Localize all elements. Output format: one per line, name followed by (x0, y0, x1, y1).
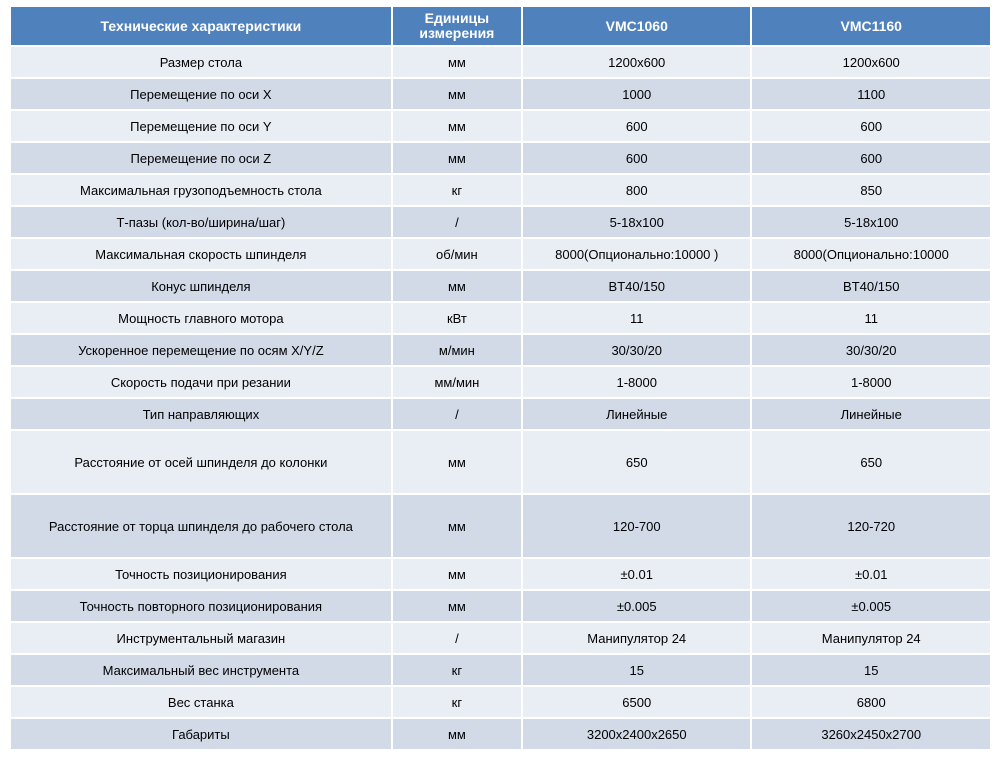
cell-characteristic: Размер стола (11, 47, 391, 77)
cell-characteristic: Инструментальный магазин (11, 623, 391, 653)
table-row (11, 431, 990, 493)
cell-characteristic: Максимальный вес инструмента (11, 655, 391, 685)
cell-model-1: 5-18x100 (523, 207, 750, 237)
cell-model-2: ±0.005 (752, 591, 990, 621)
cell-characteristic: Вес станка (11, 687, 391, 717)
cell-characteristic: Габариты (11, 719, 391, 749)
table-row (11, 623, 990, 653)
cell-model-2: 8000(Опционально:10000 (752, 239, 990, 269)
cell-unit: кг (393, 687, 521, 717)
cell-model-1: 1-8000 (523, 367, 750, 397)
cell-characteristic: Тип направляющих (11, 399, 391, 429)
cell-characteristic: Точность позиционирования (11, 559, 391, 589)
header-model-1: VMC1060 (523, 7, 750, 45)
cell-model-2: BT40/150 (752, 271, 990, 301)
cell-model-1: 3200x2400x2650 (523, 719, 750, 749)
cell-model-2: 6800 (752, 687, 990, 717)
table-row (11, 111, 990, 141)
header-characteristic: Технические характеристики (11, 7, 391, 45)
cell-unit: / (393, 623, 521, 653)
cell-unit: мм/мин (393, 367, 521, 397)
cell-unit: мм (393, 111, 521, 141)
cell-unit: мм (393, 79, 521, 109)
cell-unit: об/мин (393, 239, 521, 269)
cell-characteristic: Мощность главного мотора (11, 303, 391, 333)
cell-model-1: 650 (523, 431, 750, 493)
cell-unit: мм (393, 559, 521, 589)
table-row (11, 79, 990, 109)
header-unit-line2: измерения (419, 25, 495, 41)
cell-unit: / (393, 399, 521, 429)
cell-unit: мм (393, 431, 521, 493)
cell-model-1: 8000(Опционально:10000 ) (523, 239, 750, 269)
table-row (11, 495, 990, 557)
cell-unit: м/мин (393, 335, 521, 365)
cell-unit: кВт (393, 303, 521, 333)
cell-model-2: ±0.01 (752, 559, 990, 589)
table-row (11, 559, 990, 589)
table-row (11, 687, 990, 717)
table-header-row (11, 7, 990, 45)
table-row (11, 367, 990, 397)
table-row (11, 207, 990, 237)
cell-unit: мм (393, 495, 521, 557)
table-row (11, 655, 990, 685)
cell-characteristic: Расстояние от торца шпинделя до рабочего стола (11, 495, 391, 557)
cell-characteristic: Максимальная грузоподъемность стола (11, 175, 391, 205)
cell-model-2: 1100 (752, 79, 990, 109)
cell-model-2: 120-720 (752, 495, 990, 557)
cell-model-2: 11 (752, 303, 990, 333)
cell-model-1: ±0.005 (523, 591, 750, 621)
table-row (11, 399, 990, 429)
table-row (11, 335, 990, 365)
cell-model-2: 3260x2450x2700 (752, 719, 990, 749)
cell-unit: / (393, 207, 521, 237)
cell-model-1: 1000 (523, 79, 750, 109)
cell-model-2: Манипулятор 24 (752, 623, 990, 653)
table-row (11, 47, 990, 77)
cell-model-2: 600 (752, 111, 990, 141)
table-row (11, 239, 990, 269)
cell-model-1: 600 (523, 111, 750, 141)
header-model-2: VMC1160 (752, 7, 990, 45)
cell-model-2: 1-8000 (752, 367, 990, 397)
cell-unit: мм (393, 143, 521, 173)
cell-model-2: 5-18x100 (752, 207, 990, 237)
cell-characteristic: Перемещение по оси Y (11, 111, 391, 141)
cell-characteristic: Т-пазы (кол-во/ширина/шаг) (11, 207, 391, 237)
cell-model-2: 600 (752, 143, 990, 173)
cell-model-1: 30/30/20 (523, 335, 750, 365)
cell-characteristic: Ускоренное перемещение по осям X/Y/Z (11, 335, 391, 365)
table-row (11, 303, 990, 333)
cell-characteristic: Расстояние от осей шпинделя до колонки (11, 431, 391, 493)
table-row (11, 143, 990, 173)
cell-unit: мм (393, 271, 521, 301)
cell-unit: мм (393, 591, 521, 621)
specifications-table (9, 5, 992, 751)
header-unit-line1: Единицы (424, 10, 490, 26)
table-row (11, 591, 990, 621)
cell-model-2: 1200x600 (752, 47, 990, 77)
cell-model-1: 15 (523, 655, 750, 685)
cell-model-1: 800 (523, 175, 750, 205)
cell-model-2: 15 (752, 655, 990, 685)
cell-model-2: Линейные (752, 399, 990, 429)
cell-model-1: Линейные (523, 399, 750, 429)
cell-characteristic: Перемещение по оси Z (11, 143, 391, 173)
cell-model-1: 120-700 (523, 495, 750, 557)
table-row (11, 175, 990, 205)
cell-model-1: 6500 (523, 687, 750, 717)
table-row (11, 719, 990, 749)
cell-unit: мм (393, 719, 521, 749)
cell-characteristic: Перемещение по оси X (11, 79, 391, 109)
cell-model-1: ±0.01 (523, 559, 750, 589)
cell-characteristic: Точность повторного позиционирования (11, 591, 391, 621)
cell-model-2: 650 (752, 431, 990, 493)
table-row (11, 271, 990, 301)
cell-model-1: Манипулятор 24 (523, 623, 750, 653)
cell-unit: кг (393, 175, 521, 205)
cell-characteristic: Скорость подачи при резании (11, 367, 391, 397)
cell-unit: кг (393, 655, 521, 685)
cell-model-2: 850 (752, 175, 990, 205)
cell-model-1: BT40/150 (523, 271, 750, 301)
cell-model-1: 600 (523, 143, 750, 173)
cell-unit: мм (393, 47, 521, 77)
cell-characteristic: Конус шпинделя (11, 271, 391, 301)
cell-characteristic: Максимальная скорость шпинделя (11, 239, 391, 269)
cell-model-1: 11 (523, 303, 750, 333)
cell-model-1: 1200x600 (523, 47, 750, 77)
cell-model-2: 30/30/20 (752, 335, 990, 365)
header-unit (393, 7, 521, 45)
